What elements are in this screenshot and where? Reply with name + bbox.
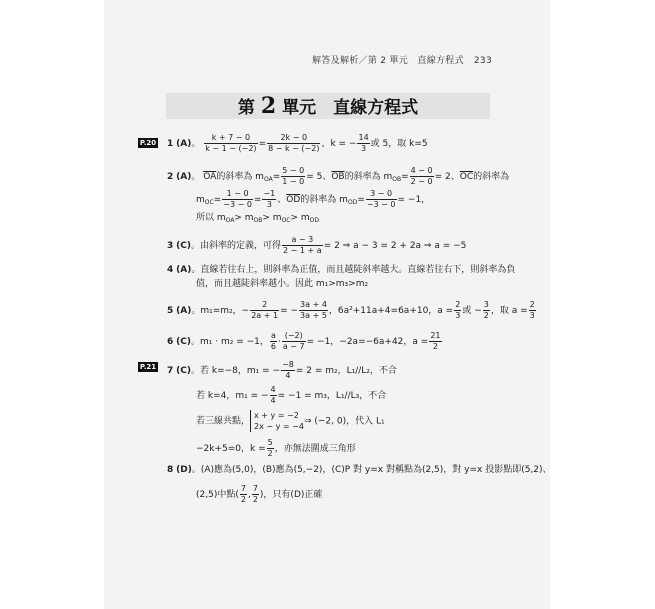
chapter-title xyxy=(166,93,490,119)
fraction: $\frac{5 - 0}{1 - 0}$ xyxy=(282,166,305,186)
fraction: $\frac{3a + 4}{3a + 5}$ xyxy=(300,300,327,320)
fraction: $\frac{(-2)}{a - 7}$ xyxy=(282,331,305,351)
answer-8-line-2: (2,5)中點( $\frac{7}{2}$ , $\frac{7}{2}$ )，只有(D)正確 xyxy=(196,484,323,504)
fraction: $\frac{a - 3}{2 - 1 + a}$ xyxy=(283,235,322,255)
answer-7-line-1: 7 (C)。若 k=−8，m₁ = − $\frac{-8}{4}$ = 2 = m₂，L₁//L₂，不合 xyxy=(167,360,397,380)
answer-4-line-1: 4 (A)。直線若往右上，則斜率為正值，而且越陡斜率越大。直線若往右下，則斜率為負 xyxy=(167,265,516,275)
running-header xyxy=(104,53,550,66)
equation-system: x + y = −2 2x − y = −4 xyxy=(250,410,304,432)
header-text: 解答及解析／第 2 單元 直線方程式 xyxy=(312,56,464,66)
fraction: $\frac{3}{2}$ xyxy=(483,300,489,320)
answer-6: 6 (C)。m₁ · m₂ = −1， $\frac{a}{6}$ · $\frac{(-2)}{a - 7}$ = −1，−2a=−6a+42，a = $\frac{21}{2}$ xyxy=(167,331,441,351)
answer-7-line-4: −2k+5=0，k = $\frac{5}{2}$ ，亦無法圍成三角形 xyxy=(196,438,356,458)
answer-2-line-2: $m_{OC}=$ $\frac{1 - 0}{-3 - 0}$ = $\frac{-1}{3}$ 、$\overline{OD}$的斜率為 $m_{OD}=$ $\frac{3 - 0}{-3 - 0}$ = −1， xyxy=(196,189,431,209)
answer-1: 1 (A)。 $\frac{k + 7 - 0}{k - 1 - (-2)}$ = $\frac{2k - 0}{8 - k - (-2)}$ ，k = − $\frac{14}{3}$ 或 5，取 k=5 xyxy=(167,133,428,153)
page-ref-badge-p21: P.21 xyxy=(139,363,157,371)
fraction: $\frac{7}{2}$ xyxy=(240,484,246,504)
title-suffix: 單元 直線方程式 xyxy=(282,98,419,118)
page-number: 233 xyxy=(473,56,492,66)
fraction: $\frac{a}{6}$ xyxy=(270,331,276,351)
title-prefix: 第 xyxy=(237,98,255,118)
answer-8-line-1: 8 (D)。(A)應為(5,0)，(B)應為(5,−2)，(C)P 對 y=x 對稱點為(2,5)，對 y=x 投影點即(5,2)、 xyxy=(167,465,552,475)
fraction: $\frac{-1}{3}$ xyxy=(263,189,276,209)
fraction: $\frac{1 - 0}{-3 - 0}$ xyxy=(223,189,252,209)
answer-2-line-1: 2 (A)。 $\overline{OA}$的斜率為 $m_{OA}=$ $\frac{5 - 0}{1 - 0}$ = 5、$\overline{OB}$的斜率為 $m_{OB}=$ $\frac{4 - 0}{2 - 0}$ = 2、$\overline{OC}$的斜率為 xyxy=(167,166,510,186)
page-ref-badge-p20: P.20 xyxy=(139,139,157,147)
answer-2-line-3: 所以 $m_{OA}> m_{OB}> m_{OC}> m_{OD}$ xyxy=(196,213,319,224)
answer-4-line-2: 值，而且越陡斜率越小。因此 m₁>m₃>m₂ xyxy=(196,279,369,289)
answer-7-line-3: 若三線共點， x + y = −2 2x − y = −4 ⇒ (−2, 0)，代入 L₁ xyxy=(196,411,385,431)
fraction: $\frac{4 - 0}{2 - 0}$ xyxy=(410,166,433,186)
answer-choice: (A) xyxy=(176,139,192,149)
fraction: $\frac{2k - 0}{8 - k - (-2)}$ xyxy=(268,133,320,153)
fraction: $\frac{2}{2a + 1}$ xyxy=(251,300,279,320)
fraction: $\frac{3 - 0}{-3 - 0}$ xyxy=(366,189,396,209)
fraction: $\frac{5}{2}$ xyxy=(267,438,273,458)
fraction: $\frac{2}{3}$ xyxy=(455,300,461,320)
title-number: 2 xyxy=(260,93,277,119)
fraction: $\frac{-8}{4}$ xyxy=(282,360,294,380)
fraction: $\frac{14}{3}$ xyxy=(358,133,369,153)
answer-3: 3 (C)。由斜率的定義，可得 $\frac{a - 3}{2 - 1 + a}$ = 2 ⇒ a − 3 = 2 + 2a ⇒ a = −5 xyxy=(167,235,467,255)
answer-7-line-2: 若 k=4，m₁ = − $\frac{4}{4}$ = −1 = m₃，L₁//L₃，不合 xyxy=(196,385,387,405)
fraction: $\frac{k + 7 - 0}{k - 1 - (-2)}$ xyxy=(205,133,257,153)
question-number: 1 xyxy=(167,139,174,149)
fraction: $\frac{21}{2}$ xyxy=(430,331,441,351)
fraction: $\frac{4}{4}$ xyxy=(270,385,276,405)
answer-5: 5 (A)。m₁=m₂，− $\frac{2}{2a + 1}$ = − $\frac{3a + 4}{3a + 5}$ ，6a²+11a+4=6a+10，a = $\frac{2}{3}$ 或 − $\frac{3}{2}$ ，取 a = $\frac{2}{3}$ xyxy=(167,300,535,320)
fraction: $\frac{7}{2}$ xyxy=(252,484,258,504)
fraction: $\frac{2}{3}$ xyxy=(529,300,535,320)
